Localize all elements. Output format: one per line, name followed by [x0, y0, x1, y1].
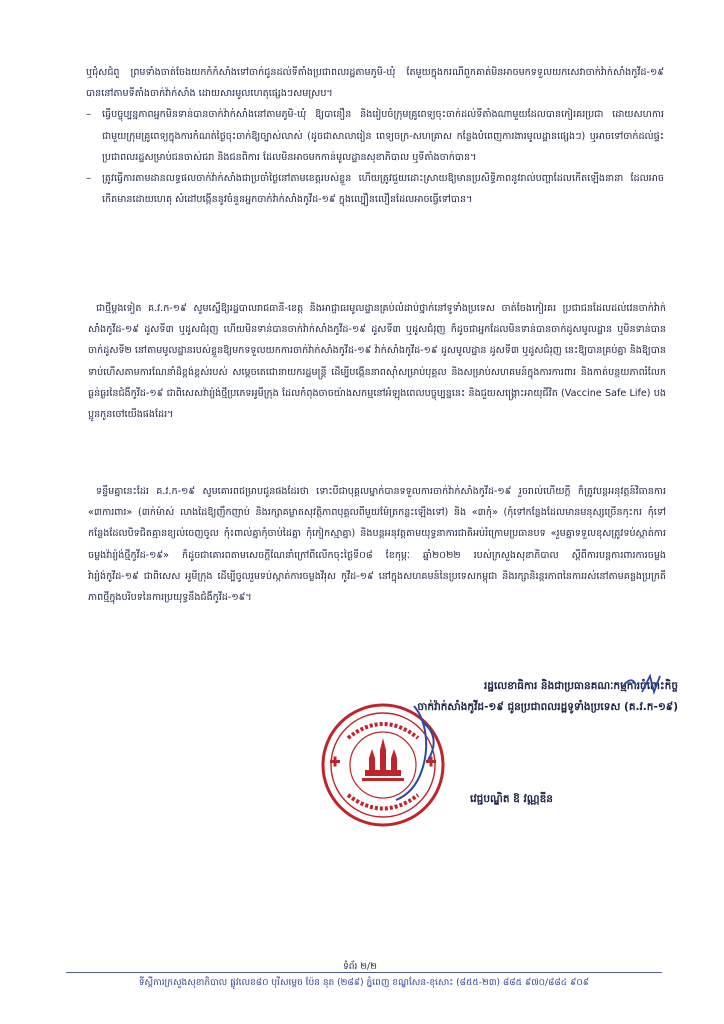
paragraph-prevention-measures: [88, 481, 666, 608]
bullet-text: ត្រូវធ្វើការតាមដានលទ្ធផលចាក់វ៉ាក់សាំងជាប្រចាំថ្ងៃនៅតាមខេត្តរបស់ខ្លួន ហើយត្រូវជួយដោះស្រាយឱ្យមានប្រសិទ្ធិភាពនូវរាល់បញ្ហាដែលកើតឡើងនានា ដែលអាចកើតមានដោយហេតុ សំដៅបង្កើននូវចំនួនអ្នកចាក់វ៉ាក់សាំងកូវីដ-១៩ ក្នុងល្បឿនលឿនដែលអាចធ្វើទៅបាន។: [102, 173, 664, 206]
footer-address: ទីស្តីការក្រសួងសុខាភិបាល ផ្លូវលេខ៨០ បុរីសម្តេច ប៉ែន នុត (២៨៩) ភ្នំពេញ ខណ្ឌសែន-ខុសោះ (៨៥៥-២៣) ៨៨៥ ៩៧០/៨៨៤ ៩០៩: [138, 978, 590, 988]
bullet-item-monitor-results: [86, 168, 664, 210]
official-seal-stamp: [318, 700, 448, 830]
bullet-dash: –: [86, 109, 91, 121]
initial-mark: [620, 672, 668, 698]
paragraph-booster-call: [88, 298, 666, 425]
footer-divider: [66, 972, 662, 973]
bullet-text: ធ្វើបច្ចុប្បន្នភាពអ្នកមិនទាន់បានចាក់វ៉ាក់សាំងនៅតាមភូមិ-ឃុំ ឱ្យបានឿន និងរៀបចំក្រុមគ្រូពេទ្យចុះចាក់ដល់ទីតាំងណាមួយដែលបានកៀរគរប្រជា ដោយសហការជាមួយក្រុមគ្រូពេទ្យក្នុងការកំណត់ថ្ងៃចុះចាក់ឱ្យច្បាស់លាស់ (ដូចជាសាលារៀន ពេទ្យចក្រ-សហគ្រាស កន្លែងបំពេញការងារមូលដ្ឋានផ្សេងៗ) ឬអាចទៅចាក់ដល់ផ្ទះប្រជាពលរដ្ឋសម្រាប់ជនចាស់ជរា និងជនពិការ ដែលមិនអាចមកកាន់មូលដ្ឋានសុខាភិបាល ឬទីតាំងចាក់បាន។: [102, 109, 664, 163]
signatory-name: វេជ្ជបណ្ឌិត ឱ វណ្ណឌីន: [470, 793, 553, 805]
signatory-title-line1: រដ្ឋលេខាធិការ និងជាប្រធានគណៈកម្មការចំពោះកិច្ច: [483, 680, 678, 692]
action-list: [86, 62, 664, 210]
bullet-item-update-lists: [86, 104, 664, 168]
signatory-title-line2: ចាក់វ៉ាក់សាំងកូវីដ-១៩ ជូនប្រជាពលរដ្ឋទូទាំងប្រទេស (គ.វ.ក-១៩): [417, 701, 678, 713]
bullet-dash: –: [86, 173, 91, 185]
paragraph-text: ទន្ទឹមគ្នានេះដែរ គ.វ.ក-១៩ សូមគោរពជម្រាបជូនផងដែរថា ទោះបីជាបុគ្គលម្នាក់បានទទួលការចាក់វ៉ាក់សាំងកូវីដ-១៩ រួចរាល់ហើយក្តី ក៏ត្រូវបន្តអនុវត្តន៍វិធានការ «៣ការពារ» (៣ក់ម៉ាស់ លាងដៃឱ្យញឹកញាប់ និងរក្សាគម្លាតសុវត្ថិភាពបុគ្គលពីមួយម៉ែត្រកន្លះឡើងទៅ) និង «៣កុំ» (កុំទៅកន្លែងដែលមានមនុស្សច្រើនកុះករ កុំទៅកន្លែងដែលបិទជិតគ្មានខ្យល់ចេញចូល កុំ៖ពាល់គ្នាកុំចាប់ដៃគ្នា កុំកៀកស្មាគ្នា) និងបន្តអនុវត្តតាមយុទ្ធនាការជាតិអប់រំក្រោមប្រធានបទ «រួមគ្នាទទួលខុសត្រូវទប់ស្កាត់ការចម្លងវ៉ារ្យ៉ង់ថ្មីកូវីដ-១៩» ក៏ដូចជាគោរពតាមសេចក្តីណែនាំក្រៅពីលើកចុះថ្ងៃទី០៨ ខែកុម្ភៈ ឆ្នាំ២០២២ របស់ក្រសួងសុខាភិបាល ស្តីពីការបន្តការពារការចម្លងវ៉ារ្យ៉ង់កូវីដ-១៩ ជាពិសេស អូមីក្រុង ដើម្បីចូលរួមទប់ស្កាត់ការចម្លងវីរុស កូវីដ-១៩ នៅក្នុងសហគមន៍នៃប្រទេសកម្ពុជា និងរក្សានិរន្តរភាពនៃការរស់នៅតាមគន្លងប្រក្រតីភាពថ្មីក្នុងបរិបទនៃការប្រយុទ្ធនឹងជំងឺកូវីដ-១៩។: [88, 486, 666, 604]
page-number: ទំព័រ ២/២: [343, 962, 377, 972]
paragraph-text: ជាថ្មីម្តងទៀត គ.វ.ក-១៩ សូមស្នើឱ្យរដ្ឋបាលរាជធានី-ខេត្ត និងអាជ្ញាធរមូលដ្ឋានគ្រប់លំដាប់ថ្នាក់នៅទូទាំងប្រទេស ចាត់ចែងកៀរគរ ប្រជាជនដែលដល់វេនចាក់វ៉ាក់សាំងកូវីដ-១៩ ដូសទី៣ ឬដូសជំរុញ ហើយមិនទាន់បានចាក់វ៉ាក់សាំងកូវីដ-១៩ ដូសទី៣ ឬដូសជំរុញ ក៏ដូចជាអ្នកដែលមិនទាន់បានចាក់ដូសមូលដ្ឋាន ឬមិនទាន់បានចាក់ដូសទី២ នៅតាមមូលដ្ឋានរបស់ខ្លួនឱ្យមកទទួលយកការចាក់វ៉ាក់សាំងកូវីដ-១៩ វ៉ាក់សាំងកូវីដ-១៩ ដូសមូលដ្ឋាន ដូសទី៣ ឬដូសជំរុញ នេះឱ្យបានគ្រប់គ្នា និងឱ្យបានទាប់ហើសតាមការណែនាំដ៏ខ្ពង់ខ្ពស់របស់ សម្តេចតេជោនាយករដ្ឋមន្ត្រី ដើម្បីបង្កើននាពស៊ាំសម្រាប់បុគ្គល និងសម្រាប់សហគមន៍ក្នុងការការពារ និងកាត់បន្ថយភាពរំលែកធ្ងន់ធ្ងរនៃជំងឺកូវីដ-១៩ ជាពិសេសវ៉ារ្យ៉ង់ថ្មីប្រភេទអូមីក្រុង ដែលកំពុងចាចយ៉ាងសកម្មនៅអំឡុងពេលបច្ចុប្បន្ននេះ និងជួយសង្គ្រោះអាយុជីវិត (Vaccine Safe Life) បងប្អូនកូនចៅយើងផងដែរ។: [88, 303, 666, 421]
continuation-text: ឬជុំសជំពួ ព្រមទាំងចាត់ចែងយកកំកំសាំងទៅចាក់ជូនដល់ទីតាំងប្រជាពលរដ្ឋតាមភូមិ-ឃុំ តែមួយក្នុងករណីពួកគាត់មិនអាចមកទទួលយកសេវាចាក់វ៉ាក់សាំងកូវីដ-១៩ បាននៅតាមទីតាំងចាក់វ៉ាក់សាំង ដោយសារមូលហេតុផ្សេងៗសមស្រប។: [86, 67, 664, 100]
